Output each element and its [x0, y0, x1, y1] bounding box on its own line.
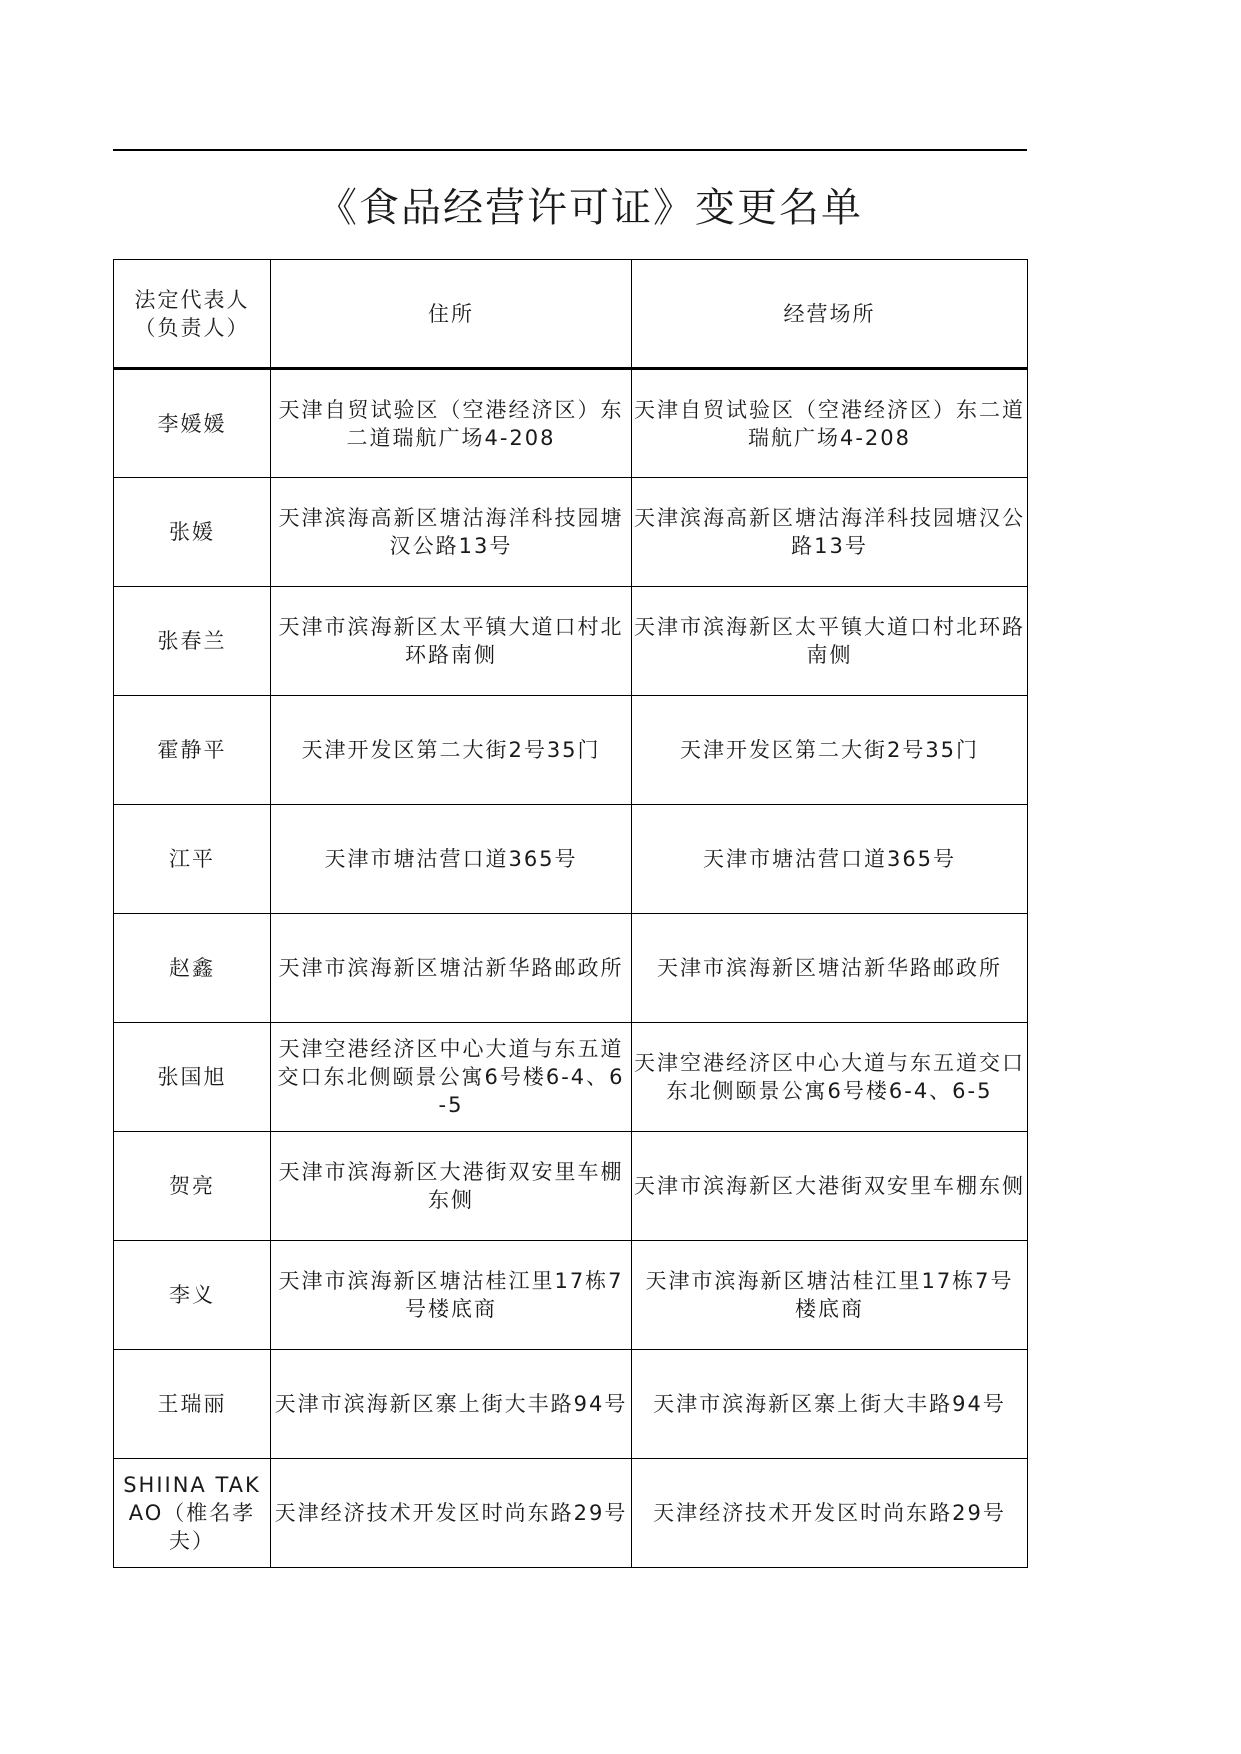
cell-representative: 张春兰	[114, 587, 271, 696]
cell-residence: 天津市滨海新区塘沽新华路邮政所	[271, 914, 632, 1023]
cell-business-place: 天津市滨海新区寨上街大丰路94号	[632, 1350, 1028, 1459]
cell-residence: 天津市滨海新区塘沽桂江里17栋7号楼底商	[271, 1241, 632, 1350]
cell-business-place: 天津滨海高新区塘沽海洋科技园塘汉公路13号	[632, 478, 1028, 587]
cell-representative: 李义	[114, 1241, 271, 1350]
cell-business-place: 天津市滨海新区塘沽新华路邮政所	[632, 914, 1028, 1023]
cell-representative: 张媛	[114, 478, 271, 587]
cell-representative: 霍静平	[114, 696, 271, 805]
cell-representative: 李媛媛	[114, 369, 271, 478]
table-row	[114, 369, 1028, 478]
cell-residence: 天津市滨海新区大港街双安里车棚东侧	[271, 1132, 632, 1241]
table-row	[114, 696, 1028, 805]
cell-residence: 天津滨海高新区塘沽海洋科技园塘汉公路13号	[271, 478, 632, 587]
cell-representative: 江平	[114, 805, 271, 914]
cell-business-place: 天津市滨海新区大港街双安里车棚东侧	[632, 1132, 1028, 1241]
table-row	[114, 1459, 1028, 1568]
header-legal-representative: 法定代表人 （负责人）	[114, 260, 271, 369]
top-rule	[113, 149, 1027, 151]
cell-business-place: 天津开发区第二大街2号35门	[632, 696, 1028, 805]
table-header-row	[114, 260, 1028, 369]
cell-residence: 天津经济技术开发区时尚东路29号	[271, 1459, 632, 1568]
table-row	[114, 805, 1028, 914]
cell-residence: 天津空港经济区中心大道与东五道交口东北侧颐景公寓6号楼6-4、6-5	[271, 1023, 632, 1132]
cell-representative: 贺亮	[114, 1132, 271, 1241]
cell-business-place: 天津市塘沽营口道365号	[632, 805, 1028, 914]
cell-business-place: 天津市滨海新区塘沽桂江里17栋7号楼底商	[632, 1241, 1028, 1350]
cell-business-place: 天津自贸试验区（空港经济区）东二道瑞航广场4-208	[632, 369, 1028, 478]
cell-business-place: 天津空港经济区中心大道与东五道交口东北侧颐景公寓6号楼6-4、6-5	[632, 1023, 1028, 1132]
cell-representative: 赵鑫	[114, 914, 271, 1023]
table-row	[114, 914, 1028, 1023]
table-row	[114, 1350, 1028, 1459]
cell-business-place: 天津市滨海新区太平镇大道口村北环路南侧	[632, 587, 1028, 696]
table-row	[114, 1241, 1028, 1350]
table-row	[114, 478, 1028, 587]
cell-residence: 天津市塘沽营口道365号	[271, 805, 632, 914]
table-row	[114, 587, 1028, 696]
document-title: 《食品经营许可证》变更名单	[317, 185, 863, 231]
cell-representative: 张国旭	[114, 1023, 271, 1132]
cell-residence: 天津开发区第二大街2号35门	[271, 696, 632, 805]
table-row	[114, 1023, 1028, 1132]
license-change-table	[113, 259, 1028, 1568]
cell-residence: 天津市滨海新区太平镇大道口村北环路南侧	[271, 587, 632, 696]
cell-residence: 天津市滨海新区寨上街大丰路94号	[271, 1350, 632, 1459]
cell-representative: SHIINA TAKAO（椎名孝夫）	[114, 1459, 271, 1568]
table-row	[114, 1132, 1028, 1241]
header-residence: 住所	[271, 260, 632, 369]
header-business-place: 经营场所	[632, 260, 1028, 369]
cell-business-place: 天津经济技术开发区时尚东路29号	[632, 1459, 1028, 1568]
cell-representative: 王瑞丽	[114, 1350, 271, 1459]
cell-residence: 天津自贸试验区（空港经济区）东二道瑞航广场4-208	[271, 369, 632, 478]
